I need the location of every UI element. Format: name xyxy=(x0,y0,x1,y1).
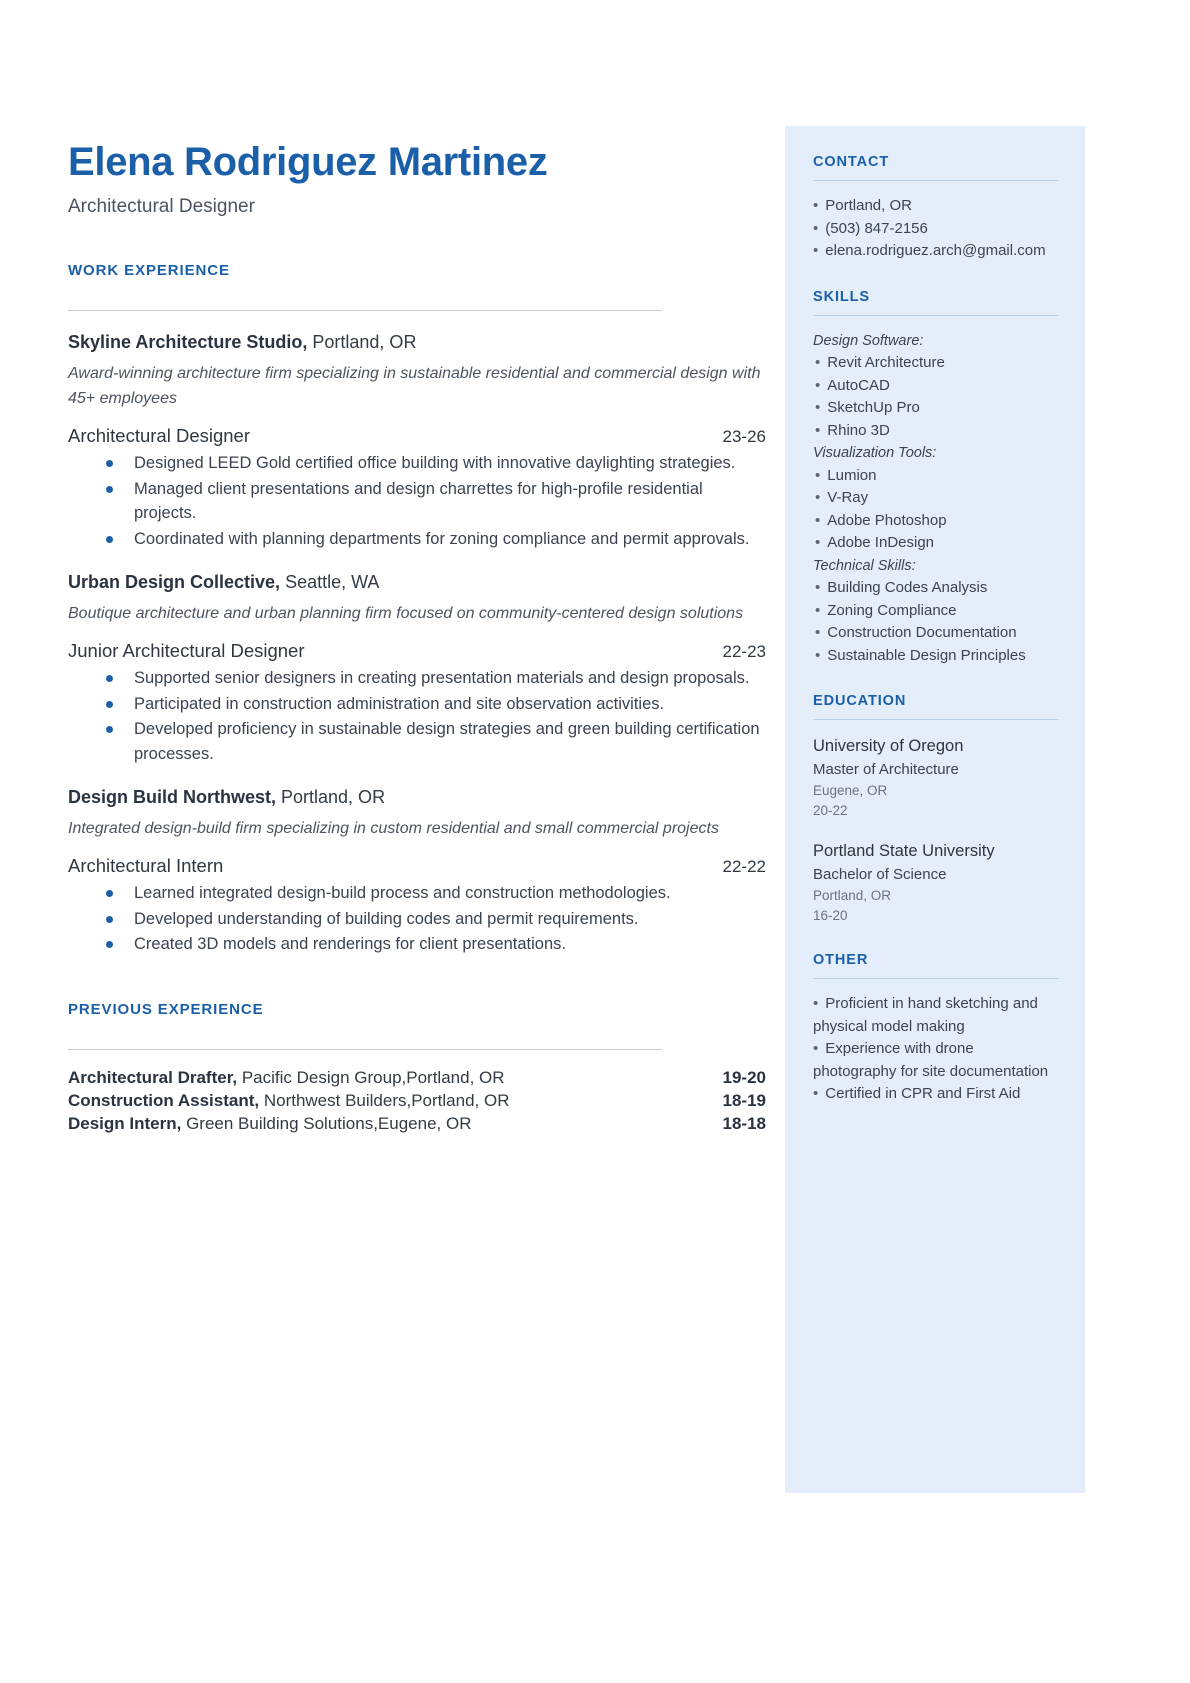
skill-item: • Building Codes Analysis xyxy=(813,577,1059,600)
other-divider xyxy=(813,978,1059,979)
education-dates: 16-20 xyxy=(813,908,848,923)
list-item: Created 3D models and renderings for client presentations. xyxy=(102,932,768,957)
previous-role-detail: Pacific Design Group,Portland, OR xyxy=(237,1067,505,1087)
role-bullets xyxy=(68,451,768,551)
list-item xyxy=(68,1114,766,1134)
work-experience-heading: WORK EXPERIENCE xyxy=(68,262,230,279)
skill-item: • SketchUp Pro xyxy=(813,397,1059,420)
previous-role-detail: Green Building Solutions,Eugene, OR xyxy=(181,1113,472,1133)
role-title: Architectural Intern xyxy=(68,855,224,876)
skill-item: • AutoCAD xyxy=(813,375,1059,398)
list-item: Coordinated with planning departments for zoning compliance and permit approvals. xyxy=(102,527,768,552)
education-school: University of Oregon xyxy=(813,737,964,755)
skill-item: • Adobe InDesign xyxy=(813,532,1059,555)
company-line xyxy=(68,784,768,810)
skills-group-label: Technical Skills: xyxy=(813,557,916,574)
list-item: Developed understanding of building codes and permit requirements. xyxy=(102,907,768,932)
previous-role-dates: 18-19 xyxy=(722,1090,766,1110)
contact-divider xyxy=(813,180,1059,181)
previous-role-title: Construction Assistant, xyxy=(68,1090,260,1110)
education-degree: Bachelor of Science xyxy=(813,866,947,883)
company-location: Portland, OR xyxy=(307,332,417,352)
company-line xyxy=(68,329,768,355)
education-heading: EDUCATION xyxy=(813,693,907,709)
education-dates: 20-22 xyxy=(813,803,848,818)
company-description: Boutique architecture and urban planning firm focused on community-centered design solutions xyxy=(68,605,744,622)
work-experience-divider xyxy=(68,310,662,311)
experience-entry xyxy=(68,569,768,766)
contact-email: • elena.rodriguez.arch@gmail.com xyxy=(813,240,1059,263)
skill-item: • Adobe Photoshop xyxy=(813,510,1059,533)
previous-experience-list xyxy=(68,1068,768,1134)
company-name: Urban Design Collective, xyxy=(68,572,281,592)
company-line xyxy=(68,569,768,595)
previous-role-title: Architectural Drafter, xyxy=(68,1067,238,1087)
previous-experience-divider xyxy=(68,1049,662,1050)
contact-section xyxy=(813,154,1059,263)
previous-role xyxy=(68,1091,510,1111)
role-row xyxy=(68,640,766,662)
list-item xyxy=(68,1091,766,1111)
skills-group-label: Visualization Tools: xyxy=(813,445,937,461)
role-title: Junior Architectural Designer xyxy=(68,640,305,661)
main-content xyxy=(68,138,768,1137)
skill-item: • Revit Architecture xyxy=(813,352,1059,375)
education-divider xyxy=(813,719,1059,720)
list-item xyxy=(68,1068,766,1088)
skill-item: • V-Ray xyxy=(813,487,1059,510)
skills-section xyxy=(813,289,1059,668)
company-name: Design Build Northwest, xyxy=(68,787,277,807)
contact-location: • Portland, OR xyxy=(813,195,1059,218)
contact-phone: • (503) 847-2156 xyxy=(813,218,1059,241)
previous-role-detail: Northwest Builders,Portland, OR xyxy=(259,1090,510,1110)
skill-item: • Zoning Compliance xyxy=(813,600,1059,623)
role-dates: 23-26 xyxy=(722,427,766,446)
role-bullets xyxy=(68,881,768,957)
role-row xyxy=(68,425,766,447)
education-school: Portland State University xyxy=(813,842,995,860)
experience-entry xyxy=(68,329,768,551)
other-section xyxy=(813,952,1059,1106)
other-item: • Experience with drone photography for site documentation xyxy=(813,1038,1059,1083)
role-bullets xyxy=(68,666,768,766)
other-heading: OTHER xyxy=(813,952,869,968)
education-entry xyxy=(813,839,1059,926)
skill-item: • Sustainable Design Principles xyxy=(813,645,1059,668)
page-title: Elena Rodriguez Martinez xyxy=(68,140,548,184)
contact-heading: CONTACT xyxy=(813,154,890,170)
job-title-subtitle: Architectural Designer xyxy=(68,196,255,217)
education-section xyxy=(813,693,1059,926)
company-name: Skyline Architecture Studio, xyxy=(68,332,308,352)
skill-item: • Construction Documentation xyxy=(813,622,1059,645)
previous-role-title: Design Intern, xyxy=(68,1113,182,1133)
previous-role-dates: 19-20 xyxy=(722,1067,766,1087)
previous-role xyxy=(68,1068,505,1088)
skills-group-label: Design Software: xyxy=(813,332,924,349)
skill-item: • Lumion xyxy=(813,465,1059,488)
role-dates: 22-23 xyxy=(722,642,766,661)
other-item: • Proficient in hand sketching and physical model making xyxy=(813,993,1059,1038)
education-location: Eugene, OR xyxy=(813,783,888,798)
company-description: Integrated design-build firm specializing in custom residential and small commercial projects xyxy=(68,820,719,837)
previous-role-dates: 18-18 xyxy=(722,1113,766,1133)
skills-divider xyxy=(813,315,1059,316)
previous-experience-heading: PREVIOUS EXPERIENCE xyxy=(68,1000,264,1018)
list-item: Managed client presentations and design charrettes for high-profile residential projects. xyxy=(102,477,768,526)
previous-role xyxy=(68,1114,471,1134)
education-entry xyxy=(813,734,1059,821)
list-item: Learned integrated design-build process and construction methodologies. xyxy=(102,881,768,906)
skills-heading: SKILLS xyxy=(813,288,870,305)
education-location: Portland, OR xyxy=(813,888,892,903)
company-location: Portland, OR xyxy=(276,787,386,807)
company-description: Award-winning architecture firm specializing in sustainable residential and commercial design with 45+ employees xyxy=(68,365,761,407)
role-row xyxy=(68,855,766,877)
sidebar xyxy=(785,126,1085,1493)
experience-entry xyxy=(68,784,768,957)
other-item: • Certified in CPR and First Aid xyxy=(813,1083,1059,1106)
list-item: Supported senior designers in creating presentation materials and design proposals. xyxy=(102,666,768,691)
list-item: Developed proficiency in sustainable design strategies and green building certification processes. xyxy=(102,717,768,766)
company-location: Seattle, WA xyxy=(280,572,380,592)
education-degree: Master of Architecture xyxy=(813,761,959,778)
list-item: Designed LEED Gold certified office building with innovative daylighting strategies. xyxy=(102,451,768,476)
list-item: Participated in construction administration and site observation activities. xyxy=(102,692,768,717)
role-dates: 22-22 xyxy=(722,857,766,876)
skill-item: • Rhino 3D xyxy=(813,420,1059,443)
role-title: Architectural Designer xyxy=(68,425,250,446)
